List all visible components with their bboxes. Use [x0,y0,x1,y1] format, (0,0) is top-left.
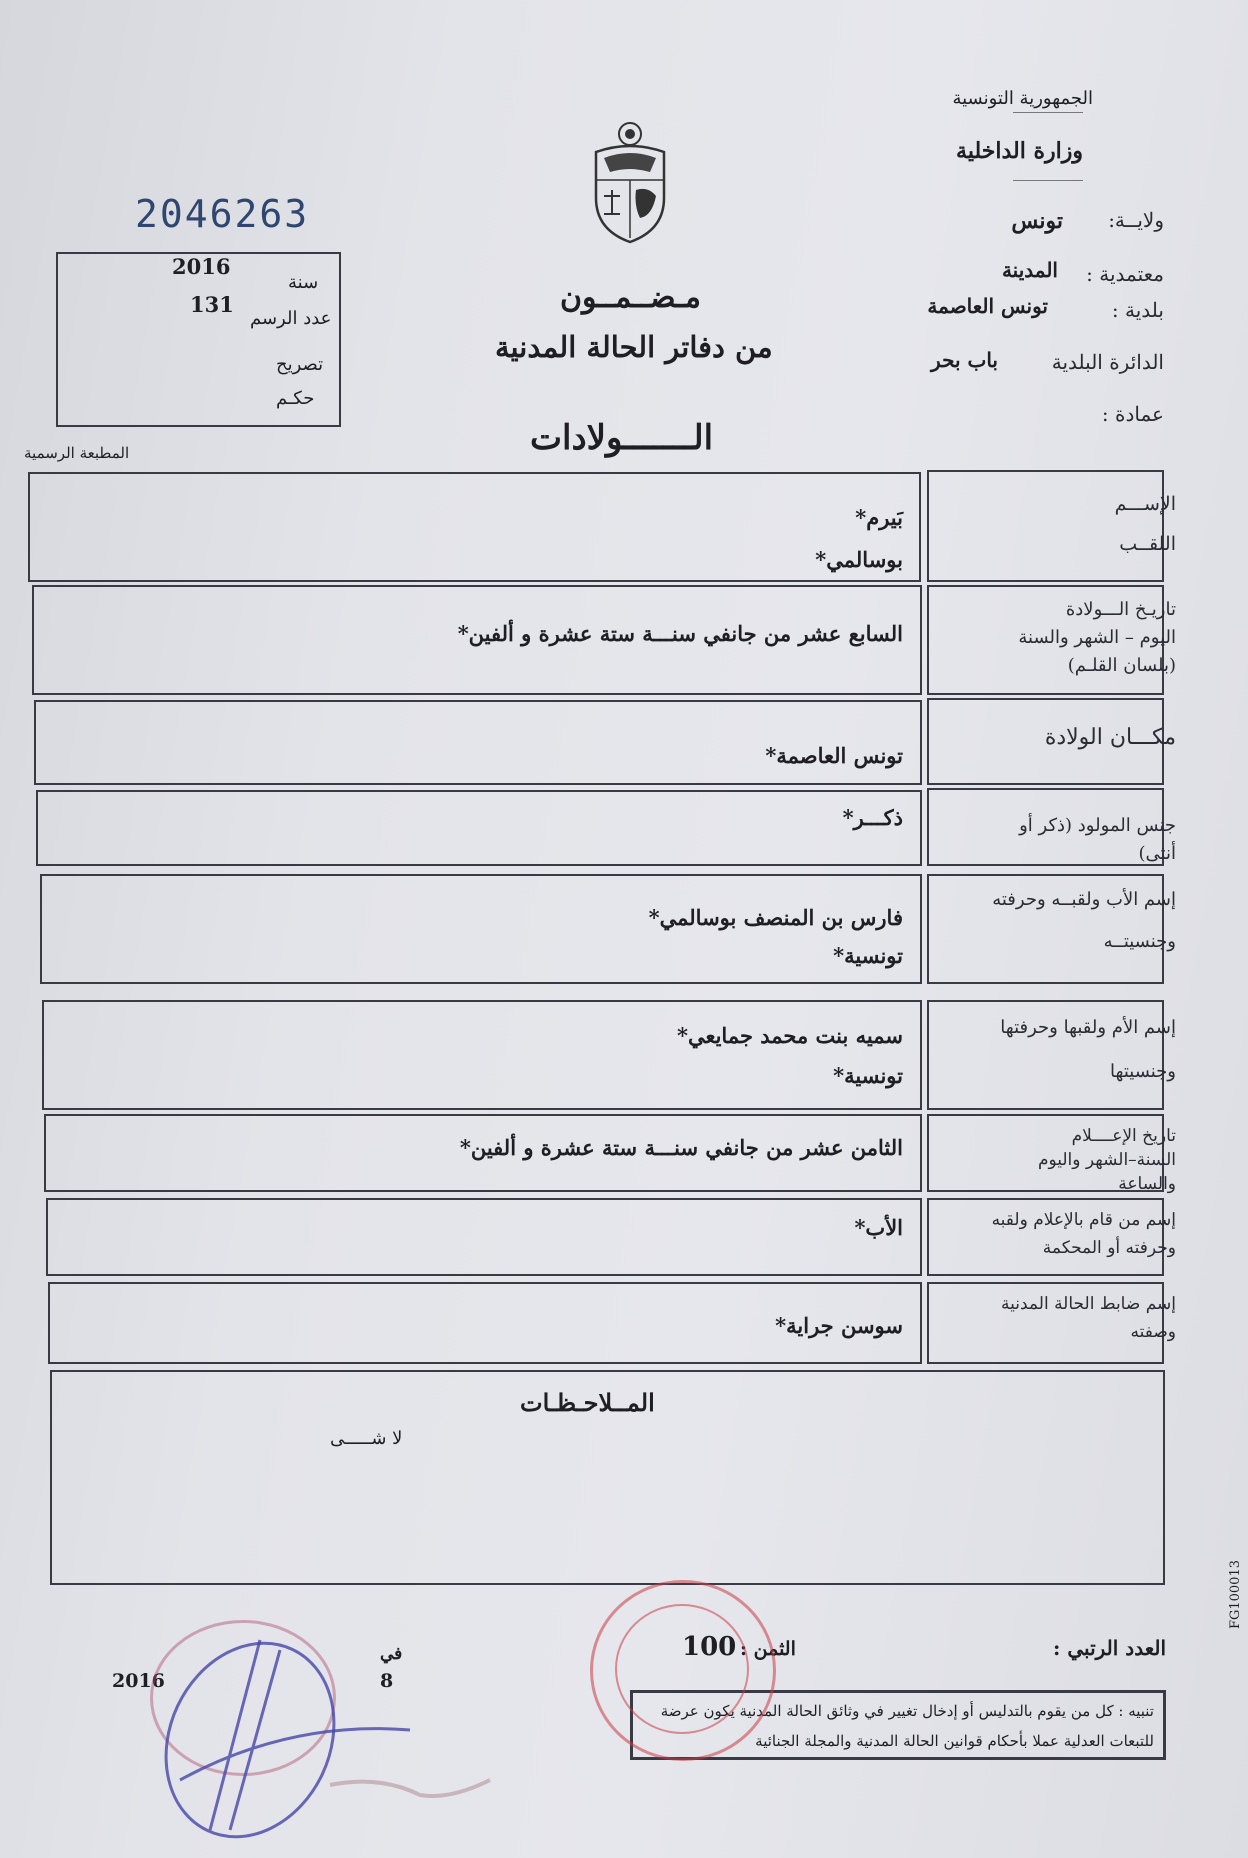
gender-label: جنس المولود (ذكر أو أنثى) [1019,815,1176,864]
row-label [976,1124,1176,1196]
row-value [458,618,903,650]
father-nationality-label: وجنسيتــه [1103,931,1176,952]
row-value-box [28,472,921,582]
surname-value: بوسالمي* [815,547,903,572]
delegation-label: معتمدية : [1086,262,1164,286]
document-title: مـضــمــون [560,280,701,315]
father-nationality-value: تونسية* [833,943,903,968]
father-value: فارس بن المنصف بوسالمي* [648,905,903,930]
footer-year: 2016 [112,1670,165,1692]
mother-value: سميه بنت محمد جمايعي* [676,1023,903,1048]
row-value [649,902,903,972]
officer-label: إسم ضابط الحالة المدنية [1001,1294,1176,1314]
printer-label: المطبعة الرسمية [24,444,130,462]
row-value [854,1212,903,1244]
birth-date-value: السابع عشر من جانفي سنـــة ستة عشرة و ألفين* [457,621,903,646]
row-value [775,1310,903,1342]
surname-label: اللقــب [1119,533,1176,555]
year-value: 2016 [172,254,231,279]
row-value-box [36,790,922,866]
warning-text-line2: للتبعات العدلية عملا بأحكام قوانين الحالة المدنية والمجلة الجنائية [755,1732,1154,1750]
serial-label: العدد الرتبي : [1053,1636,1166,1660]
price-label: الثمن : [740,1638,796,1660]
governorate-value: تونس [1011,208,1063,234]
father-label: إسم الأب ولقبــه وحرفته [992,889,1176,910]
row-value-box [46,1198,922,1276]
governorate-label: ولايــة: [1108,208,1164,232]
row-label [976,1014,1176,1086]
record-value: 131 [190,292,234,317]
district-label: الدائرة البلدية [1051,350,1164,374]
gender-value: ذكـــر* [842,805,903,830]
row-label [976,596,1176,680]
document-subtitle: من دفاتر الحالة المدنية [495,330,773,364]
fiscal-stamp-inner [615,1604,749,1734]
birth-place-label: مكـــان الولادة [1044,725,1176,750]
footer-day-label: في [380,1644,403,1664]
declaration-date-label: تاريخ الإعــــلام [1071,1126,1176,1146]
record-label: عدد الرسم [250,308,332,329]
mother-nationality-value: تونسية* [833,1063,903,1088]
section-title: الـــــــولادات [530,418,714,458]
row-label [976,724,1176,752]
birth-place-value: تونس العاصمة* [765,743,903,768]
declarant-sublabel: وحرفته أو المحكمة [1042,1238,1176,1258]
row-value [815,502,903,576]
price-value: 100 [682,1632,737,1662]
ministry-label: وزارة الداخلية [956,138,1083,164]
form-code: FG100013 [1228,1560,1243,1630]
row-value [460,1132,903,1164]
municipality-label: بلدية : [1111,298,1164,322]
officer-value: سوسن جراية* [775,1313,903,1338]
coat-of-arms-icon [590,118,670,244]
row-label [976,1206,1176,1262]
mother-label: إسم الأم ولقبها وحرفتها [1000,1017,1176,1038]
header-divider [1013,112,1083,113]
row-label [976,1290,1176,1346]
signature-icon [90,1600,550,1850]
declarant-value: الأب* [854,1215,903,1240]
birth-date-sublabel: اليوم – الشهر والسنة [1018,627,1176,648]
header-divider [1013,180,1083,181]
declaration-date-value: الثامن عشر من جانفي سنـــة ستة عشرة و ألفين* [459,1135,903,1160]
row-label [976,490,1176,558]
birth-date-label: تاريـخ الـــولادة [1065,599,1176,620]
row-label [976,886,1176,956]
serial-number: 2046263 [135,192,310,236]
municipality-value: تونس العاصمة [927,294,1048,318]
remarks-value: لا شـــــى [330,1428,403,1449]
officer-sublabel: وصفته [1130,1322,1176,1342]
birth-date-note: (بلسان القلـم) [1067,655,1176,676]
row-value [765,740,903,772]
declaration-date-sublabel: السنة–الشهر واليوم والساعة [1037,1150,1176,1194]
warning-text: تنبيه : كل من يقوم بالتدليس أو إدخال تغيير في وثائق الحالة المدنية يكون عرضة [660,1702,1154,1720]
row-label [976,812,1176,868]
remarks-title: المــلاحـظـات [520,1388,655,1417]
declarant-label: إسم من قام بالإعلام ولقبه [991,1210,1176,1230]
judgment-label: حكـم [276,388,315,409]
delegation-value: المدينة [1001,258,1058,282]
year-label: سنة [288,272,319,293]
district-value: باب بحر [931,348,998,372]
first-name-value: بَيرم* [855,505,903,530]
footer-day-value: 8 [380,1670,394,1692]
declaration-label: تصريح [276,354,324,375]
republic-label: الجمهورية التونسية [952,88,1093,109]
row-value [843,802,903,834]
first-name-label: الإســـم [1114,493,1176,515]
imada-label: عمادة : [1101,402,1164,426]
mother-nationality-label: وجنسيتها [1110,1061,1176,1082]
row-value [677,1020,903,1092]
